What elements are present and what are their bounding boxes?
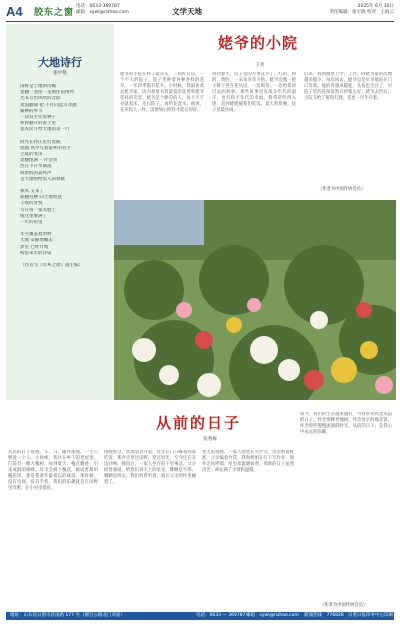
footer-hotline: 新闻热线：776828 (304, 613, 344, 618)
story1-title: 姥爷的小院 (218, 34, 299, 52)
poem-line: 秋风 又来了 (20, 189, 44, 195)
story2-column-3: 冬天的夜晚，一家人围坐在火炉旁，母亲纳着鞋底，父亲编着竹筐，我和姐姐在灯下写作业。窗外北风呼啸，屋里却温暖如春。那时的日子虽然清苦，却充满了亲情和温暖。 (202, 450, 294, 473)
poem-line: 田野是土地的诗稿 (20, 84, 56, 89)
poem-line: 烈日下汗水滴落 (20, 164, 52, 170)
story1-column-2: 每到春天，院子里的月季花开了，红的、粉的、黄的，一朵朵争奇斗艳。姥爷会搬一把小椅子坐在花丛边，一边喝茶，一边给我讲过去的故事。那些故事里有战争年代的艰辛，也有和平年代的幸福。我常常听得入迷，直到姥姥喊我们吃饭。夏天的傍晚，院子里最热闹。 (212, 72, 296, 113)
footer-email: 邮箱：sywl@rizhao.com (246, 613, 299, 618)
poem-line: 播种的季节 (20, 108, 43, 114)
header-date: 2025年 6月 30日 (357, 4, 394, 9)
poem-author: 张中艳 (53, 71, 67, 76)
story1-author: 王亮 (255, 63, 265, 68)
poem-line: 丰收的喜悦 (20, 201, 43, 207)
poem-body (20, 84, 112, 269)
story1-author-note: （作者为中国作协会员） (318, 187, 366, 192)
header-contacts (76, 4, 129, 16)
story2-author-note: （作者为中国作协会员） (320, 603, 368, 608)
poem-line: 是农民写给大地的第一行 (20, 127, 70, 133)
story2-author: 张秀梅 (203, 437, 217, 442)
header-meta (330, 4, 394, 16)
poem-line: 炊烟 风中写着家乡的名字 (20, 145, 71, 151)
page-header (6, 4, 394, 20)
flower-photo (114, 200, 396, 400)
poem-line: 犁铧翻开的泥土里 (20, 121, 56, 127)
story1-column-1: 姥爷的小院在村子最东头，三间红瓦房，一个不大的院子。院子里种着各种各样的花草，一年四季都有花开。小时候，我最喜欢去姥爷家，因为那里有我最爱的花香和姥爷慈祥的笑容。姥爷是个勤劳的人，每天天不亮就起床，先扫院子，再给花浇水。他说，花草和人一样，需要细心照料才能长得好。 (120, 72, 204, 113)
flower-illustration (114, 200, 396, 400)
poem-line: 大地 安静地睡去 (20, 238, 53, 244)
newspaper-logo: 胶东之窗 (34, 8, 75, 18)
poem-line: 粮仓里堆满了 (20, 213, 47, 219)
poem-line: （作者为《水乡之窗》副主编） (20, 263, 83, 269)
page-footer (6, 612, 394, 620)
story1-column-3: 后来，我到城里上学、工作，回姥爷家的次数越来越少。每次回去，姥爷总是早早地站在门口等我。他的背越来越驼，头发也全白了，可院子里的花却依然开得那么好。姥爷去世后，小院交给了舅舅打理，花也一年年开着。 (304, 72, 392, 101)
poem-line: 收割机的轰鸣声 (20, 170, 52, 176)
poem-line: 光书写出风吹的音韵 (20, 96, 61, 102)
poem-line: 冬雪覆盖着原野 (20, 232, 52, 238)
header-email: 邮箱：sywl@rizhao.com (76, 10, 129, 15)
poem-line: 一双双手托着种子 (20, 115, 56, 121)
header-phone: 电话：0633-369787 (76, 4, 120, 9)
poem-line: 写在每一张笑脸上 (20, 207, 56, 213)
footer-phone: 电话：0633 — 369787 (196, 613, 246, 618)
poem-line: 麦浪翻涌 把 不住向远方奔跑 (20, 102, 77, 108)
footer-printer: 日照日报印务中心印刷 (348, 613, 393, 618)
poem-line: 麦穗饱满 一片金黄 (20, 158, 58, 164)
poem-line: 时光在村庄里打着盹 (20, 139, 61, 145)
footer-address: 地址：山东省日照市济南路 177 号（烟台公路北门对面） (10, 613, 125, 618)
poem-line: 麦穗一垄接一垄地往前排列 (20, 90, 74, 96)
story2-title: 从前的日子 (156, 414, 242, 432)
poem-title: 大地诗行 (38, 56, 82, 69)
poem-line: 梦里 已经开始 (20, 244, 49, 250)
poem-column (6, 24, 114, 400)
story2-column-1: 从前的日子很慢，车、马、邮件都慢，一生只够爱一个人。小时候，我住在乡下的老屋里，门前有一棵大槐树，每到夏天，槐花飘香，引来成群的蜜蜂。母亲会摘下槐花，做成香甜的槐花饼，那是我童年最难忘的味道。那时候，没有电视，没有手机，我们的乐趣就是在田野里奔跑，在小河里摸鱼。 (8, 450, 98, 491)
poem-line: 一年的希望 (20, 220, 43, 226)
story2-column-4: 如今，我们的生活越来越好，可我常常怀念从前的日子。怀念那棵老槐树，怀念母亲的槐花饼，怀念那些慢慢流淌的时光。从前的日子，是我心中永远的珍藏。 (300, 412, 392, 435)
poem-line: 是大地唱给农人的赞歌 (20, 176, 65, 182)
poem-line: 立夏的麦田 (20, 152, 43, 158)
story2-column-2: 傍晚时分，炊烟袅袅升起，母亲在门口喊我回家吃饭，那声音穿过田野，穿过时光，至今还在耳边回响。晚饭后，一家人坐在院子里乘凉，父亲摇着蒲扇，给我们讲天上的星星，哪颗是牛郎，哪颗是织女。我们听着听着，就在父亲的怀里睡着了。 (104, 450, 196, 485)
header-rule (6, 21, 394, 22)
poem-line: 构思来年的诗篇 (20, 250, 52, 256)
section-title: 文学天地 (172, 7, 202, 16)
poem-line: 稻穗弯腰 向土地致意 (20, 195, 62, 201)
header-editors: 责任编辑：张宇晓 校对：王海云 (329, 10, 394, 15)
page-number: A4 (6, 4, 23, 19)
